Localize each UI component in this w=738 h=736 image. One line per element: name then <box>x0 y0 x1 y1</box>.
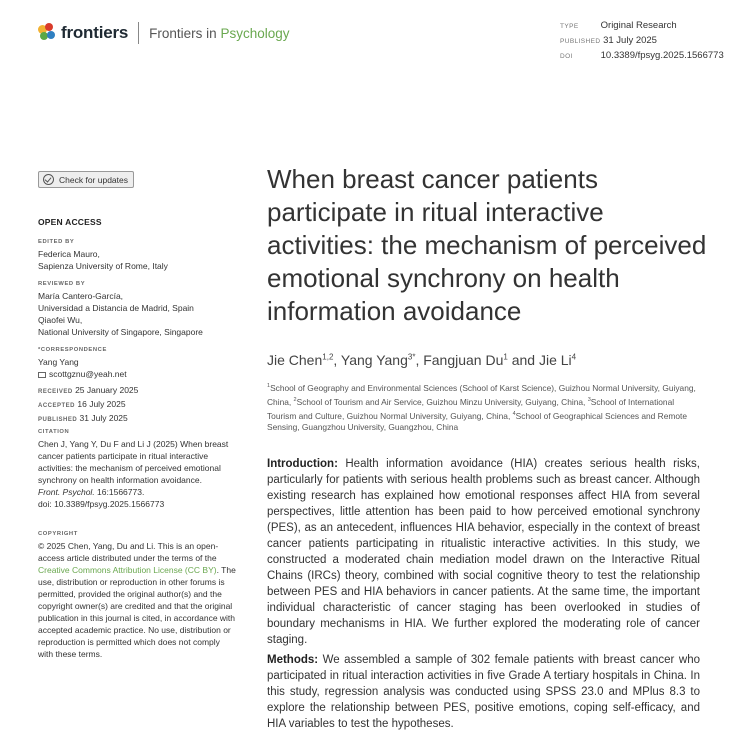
article-meta: TYPE Original Research PUBLISHED 31 July 2025 DOI 10.3389/fpsyg.2025.1566773 <box>560 20 724 61</box>
article-title: When breast cancer patients participate in ritual interactive activities: the mechanism of perceived emotional synchrony on health information avoidance <box>267 164 707 326</box>
published-date: 31 July 2025 <box>603 35 657 46</box>
check-for-updates-button[interactable]: Check for updates <box>38 171 134 188</box>
frontiers-logo-icon <box>38 23 56 43</box>
journal-name[interactable]: Frontiers in Psychology <box>149 25 290 41</box>
citation: CITATION Chen J, Yang Y, Du F and Li J (2025) When breast cancer patients participate in ritual interactive activities: the mechanism of perceived emotional synchrony on health information avoidance. Front. Psychol. 16:1566773. doi: 10.3389/fpsyg.2025.1566773 <box>38 426 234 510</box>
copyright: COPYRIGHT © 2025 Chen, Yang, Du and Li. This is an open-access article distributed under the terms of the Creative Commons Attribution License (CC BY). The use, distribution or reproduction in other forums is permitted, provided the original author(s) and the copyright owner(s) are credited and that the original publication in this journal is cited, in accordance with accepted academic practice. No use, distribution or reproduction is permitted which does not comply with these terms. <box>38 531 236 659</box>
abstract-methods: Methods: We assembled a sample of 302 female patients with breast cancer who participated in ritual interaction activities in five Grade A tertiary hospitals in China. In this study, regression analysis was conducted using SPSS 23.0 and MPlus 8.3 to explore the relationship between PES, positive emotions, coping self-efficacy, and HIA variables to test the hypotheses. <box>267 654 700 730</box>
envelope-icon <box>38 372 46 378</box>
correspondence: *CORRESPONDENCE Yang Yang scottgznu@yeah.net <box>38 344 238 380</box>
author[interactable]: Jie Chen$^{1,2}$ <box>267 352 334 368</box>
author[interactable]: Jie Li$^4$ <box>538 352 577 368</box>
article-type: Original Research <box>600 20 677 31</box>
open-access-label: OPEN ACCESS <box>38 217 102 227</box>
doi[interactable]: 10.3389/fpsyg.2025.1566773 <box>600 50 724 61</box>
author[interactable]: Fangjuan Du$^1$ <box>423 352 508 368</box>
affiliations: $^1$School of Geography and Environmental Sciences (School of Karst Science), Guizhou Normal University, Guiyang, China, $^2$School of Tourism and Air Service, Guizhou Minzu University, Guiyang, China, $^3$School of International Tourism and Culture, Guizhou Normal University, Guiyang, China, $^4$School of Geographical Sciences and Remote Sensing, Guangzhou University, Guangzhou, China <box>267 382 696 433</box>
logo-divider <box>138 22 139 44</box>
citation-doi[interactable]: doi: 10.3389/fpsyg.2025.1566773 <box>38 499 165 509</box>
reviewed-by: REVIEWED BY María Cantero-García, Universidad a Distancia de Madrid, Spain Qiaofei Wu, National University of Singapore, Singapore <box>38 281 203 337</box>
cc-by-license-link[interactable]: Creative Commons Attribution License (CC BY) <box>38 565 217 575</box>
check-icon <box>43 174 54 185</box>
article-dates: RECEIVED 25 January 2025 ACCEPTED 16 July 2025 PUBLISHED 31 July 2025 <box>38 385 139 423</box>
author-list: Jie Chen$^{1,2}$, Yang Yang$^{3*}$, Fangjuan Du$^1$ and Jie Li$^4$ <box>267 352 577 368</box>
author[interactable]: Yang Yang$^{3*}$ <box>340 352 416 368</box>
abstract-introduction: Introduction: Health information avoidance (HIA) creates serious health risks, particularly for patients with serious health problems such as breast cancer. Although existing research has explained how emotional responses affect HIA from several perspectives, little attention has been paid to how perceived emotional synchrony (PES), as an antecedent, influences HIA behavior, especially in the context of breast cancer patients participating in ritualistic interactive activities. In this study, we constructed a moderated chain mediation model drawn on the Interactive Ritual Chains (IRCs) theory, combined with social cognitive theory to test the relationship between PES and HIA behaviors in cancer patients. At the same time, the important individual characteristic of cancer staging has been overlooked in studies of boundary mechanisms in HIA. We further explored the moderating role of cancer staging. <box>267 458 700 646</box>
frontiers-logo[interactable] <box>38 22 289 44</box>
correspondence-email[interactable]: scottgznu@yeah.net <box>38 368 238 380</box>
brand-name: frontiers <box>61 23 129 42</box>
edited-by: EDITED BY Federica Mauro, Sapienza University of Rome, Italy <box>38 239 168 271</box>
abstract <box>267 456 700 736</box>
